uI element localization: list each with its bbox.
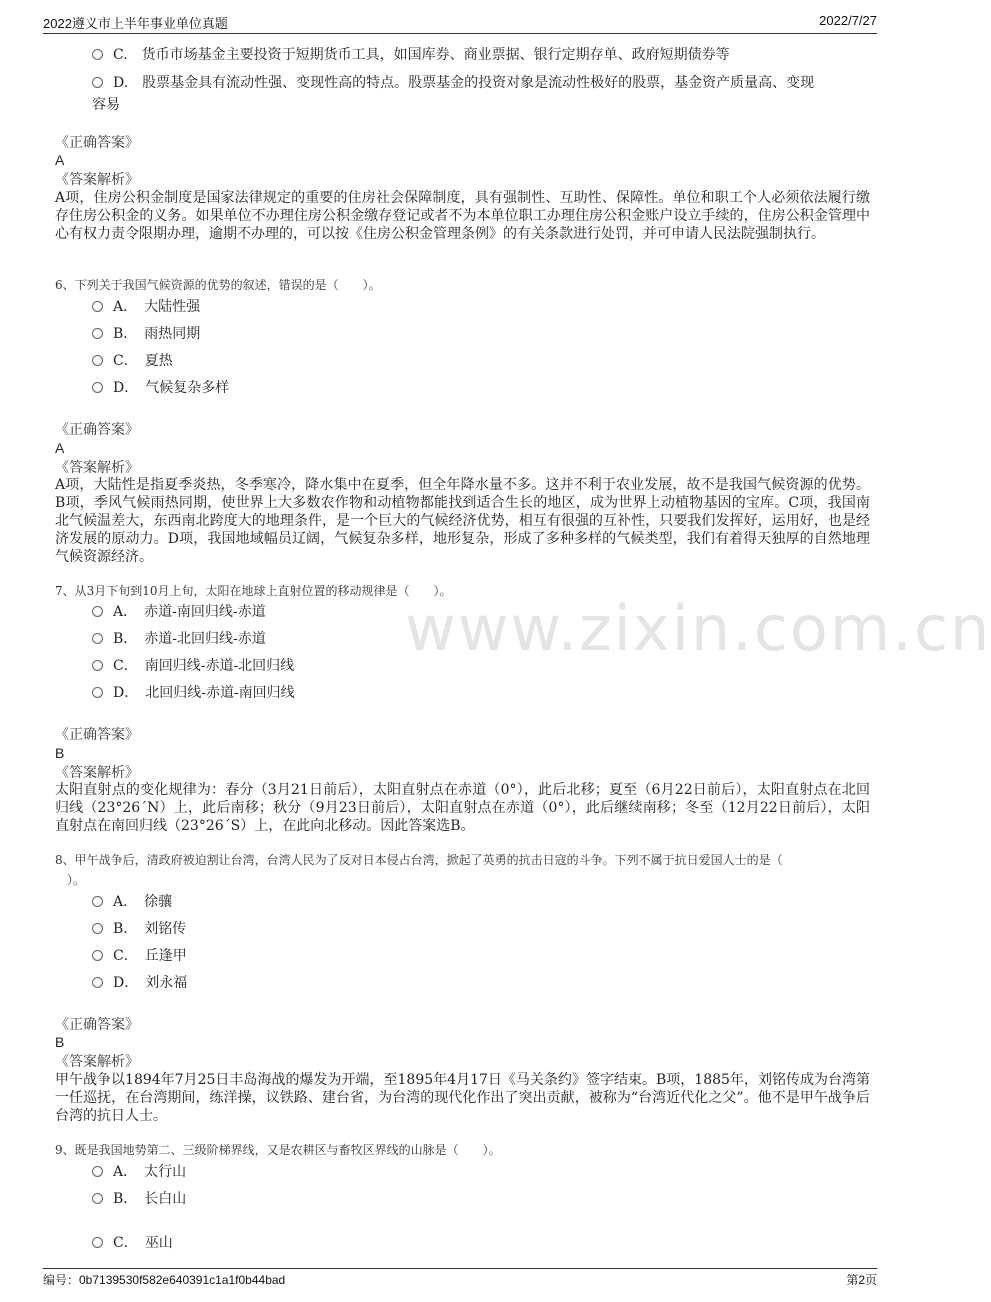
footer-divider <box>43 1268 877 1269</box>
q8-answer: B <box>55 1034 65 1050</box>
radio-icon[interactable] <box>92 1166 103 1177</box>
q8-option-d[interactable]: D． 刘永福 <box>92 973 187 993</box>
radio-icon[interactable] <box>92 77 103 88</box>
radio-icon[interactable] <box>92 1193 103 1204</box>
q6-question: 6、下列关于我国气候资源的优势的叙述，错误的是（ ）。 <box>55 278 381 292</box>
q9-question: 9、既是我国地势第二、三级阶梯界线，又是农耕区与畜牧区界线的山脉是（ ）。 <box>55 1143 501 1157</box>
radio-icon[interactable] <box>92 606 103 617</box>
radio-icon[interactable] <box>92 301 103 312</box>
q8-option-c[interactable]: C． 丘逢甲 <box>92 946 187 966</box>
radio-icon[interactable] <box>92 950 103 961</box>
page-number: 第2页 <box>846 1273 877 1287</box>
radio-icon[interactable] <box>92 382 103 393</box>
q8-option-a[interactable]: A． 徐骧 <box>92 892 172 912</box>
q8-explain-label: 《答案解析》 <box>55 1054 139 1070</box>
q8-answer-label: 《正确答案》 <box>55 1017 139 1033</box>
q7-explanation: 太阳直射点的变化规律为：春分（3月21日前后），太阳直射点在赤道（0°），此后北移；夏至（6月22日前后），太阳直射点在北回归线（23°26´N）上，此后南移；秋分（9月23日前后），太阳直射点在赤道（0°），此后继续南移；冬至（12月22日前后），太阳直射点在南回归线（23°26´S）上，在此向北移动。因此答案选B。 <box>55 782 870 834</box>
radio-icon[interactable] <box>92 328 103 339</box>
document-code: 编号：0b7139530f582e640391c1a1f0b44bad <box>43 1273 286 1287</box>
watermark: www.zixin.com.cn <box>405 592 991 665</box>
radio-icon[interactable] <box>92 1237 103 1248</box>
document-date: 2022/7/27 <box>819 13 877 28</box>
q6-option-c[interactable]: C． 夏热 <box>92 351 173 371</box>
q7-option-b[interactable]: B． 赤道-北回归线-赤道 <box>92 629 266 649</box>
q6-explain-label: 《答案解析》 <box>55 460 139 476</box>
q6-option-a[interactable]: A． 大陆性强 <box>92 297 200 317</box>
q6-explanation: A项，大陆性是指夏季炎热，冬季寒冷，降水集中在夏季，但全年降水量不多。这并不利于农业发展，故不是我国气候资源的优势。B项，季风气候雨热同期，使世界上大多数农作物和动植物都能找到适合生长的地区，成为世界上动植物基因的宝库。C项，我国南北气候温差大，东西南北跨度大的地理条件，是一个巨大的气候经济优势，相互有很强的互补性，只要我们发挥好，运用好，也是经济发展的原动力。D项，我国地域幅员辽阔，气候复杂多样，地形复杂，形成了多种多样的气候类型，我们有着得天独厚的自然地理气候资源经济。 <box>55 477 870 565</box>
q7-option-d[interactable]: D． 北回归线-赤道-南回归线 <box>92 683 295 703</box>
q9-option-c[interactable]: C． 巫山 <box>92 1233 173 1253</box>
q9-option-b[interactable]: B． 长白山 <box>92 1189 186 1209</box>
radio-icon[interactable] <box>92 49 103 60</box>
q7-option-a[interactable]: A． 赤道-南回归线-赤道 <box>92 602 266 622</box>
q6-option-d[interactable]: D． 气候复杂多样 <box>92 378 229 398</box>
q7-question: 7、从3月下旬到10月上旬，太阳在地球上直射位置的移动规律是（ ）。 <box>55 584 452 598</box>
radio-icon[interactable] <box>92 923 103 934</box>
page-header <box>43 13 877 33</box>
q5-answer: A <box>55 152 65 168</box>
header-divider <box>43 33 877 34</box>
q8-question: 8、甲午战争后，清政府被迫割让台湾，台湾人民为了反对日本侵占台湾，掀起了英勇的抗击日寇的斗争。下列不属于抗日爱国人士的是（ <box>55 853 783 867</box>
q7-option-c[interactable]: C． 南回归线-赤道-北回归线 <box>92 656 294 676</box>
q5-explanation: A项，住房公积金制度是国家法律规定的重要的住房社会保障制度，具有强制性、互助性、保障性。单位和职工个人必须依法履行缴存住房公积金的义务。如果单位不办理住房公积金缴存登记或者不为本单位职工办理住房公积金账户设立手续的，住房公积金管理中心有权力责令限期办理，逾期不办理的，可以按《住房公积金管理条例》的有关条款进行处罚，并可申请人民法院强制执行。 <box>55 190 870 242</box>
q5-answer-label: 《正确答案》 <box>55 135 139 151</box>
radio-icon[interactable] <box>92 687 103 698</box>
q8-explanation: 甲午战争以1894年7月25日丰岛海战的爆发为开端，至1895年4月17日《马关条约》签字结束。B项，1885年，刘铭传成为台湾第一任巡抚，在台湾期间，练洋操，议铁路、建台省，为台湾的现代化作出了突出贡献，被称为“台湾近代化之父”。他不是甲午战争后台湾的抗日人士。 <box>55 1072 870 1124</box>
q7-explain-label: 《答案解析》 <box>55 765 139 781</box>
q9-option-a[interactable]: A． 太行山 <box>92 1162 186 1182</box>
q6-answer-label: 《正确答案》 <box>55 422 139 438</box>
q6-option-b[interactable]: B． 雨热同期 <box>92 324 200 344</box>
q7-answer: B <box>55 745 65 761</box>
document-title: 2022遵义市上半年事业单位真题 <box>43 16 228 31</box>
radio-icon[interactable] <box>92 896 103 907</box>
radio-icon[interactable] <box>92 977 103 988</box>
radio-icon[interactable] <box>92 355 103 366</box>
q5-option-d[interactable]: D. 股票基金具有流动性强、变现性高的特点。股票基金的投资对象是流动性极好的股票，基金资产质量高、变现 <box>92 73 814 93</box>
q5-explain-label: 《答案解析》 <box>55 172 139 188</box>
q5-option-d-cont: 容易 <box>92 97 120 113</box>
radio-icon[interactable] <box>92 633 103 644</box>
page-footer <box>43 1271 877 1291</box>
q8-question-cont: ）。 <box>55 873 86 887</box>
radio-icon[interactable] <box>92 660 103 671</box>
q8-option-b[interactable]: B． 刘铭传 <box>92 919 186 939</box>
q7-answer-label: 《正确答案》 <box>55 727 139 743</box>
q6-answer: A <box>55 440 65 456</box>
q5-option-c[interactable]: C. 货币市场基金主要投资于短期货币工具，如国库券、商业票据、银行定期存单、政府短期债券等 <box>92 45 730 65</box>
